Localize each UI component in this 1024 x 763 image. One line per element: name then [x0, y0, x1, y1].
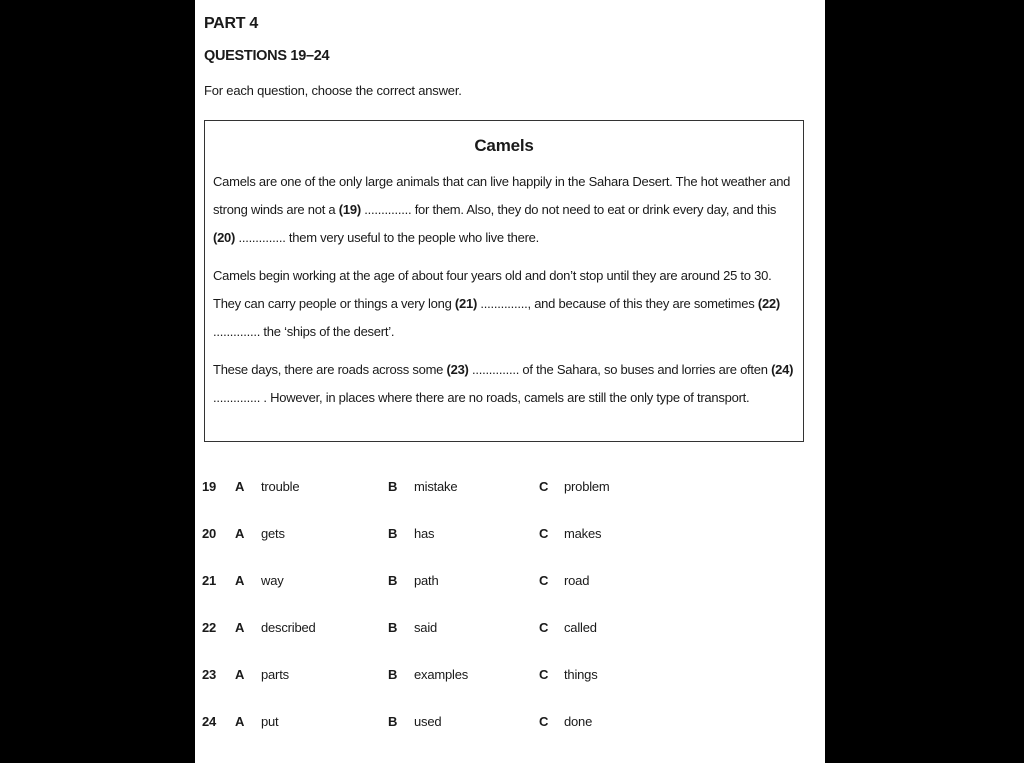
option-a-letter[interactable]: A [235, 714, 245, 729]
paragraph-3-part-3: .............. . However, in places where there are no roads, camels are still the only type of transport. [213, 390, 750, 405]
gap-23: (23) [446, 362, 469, 377]
option-a-letter[interactable]: A [235, 526, 245, 541]
paragraph-2-part-1: Camels begin working at the age of about four years old and don’t stop until they are around 25 to 30. They can carry people or things a very long [213, 268, 772, 311]
question-number: 19 [202, 479, 217, 494]
option-c-text[interactable]: called [564, 620, 597, 635]
option-b-text[interactable]: used [414, 714, 442, 729]
paragraph-3 [213, 356, 798, 412]
gap-22: (22) [757, 296, 780, 311]
option-c-letter[interactable]: C [539, 620, 549, 635]
option-a-letter[interactable]: A [235, 479, 245, 494]
option-c-text[interactable]: things [564, 667, 598, 682]
question-row-21 [202, 573, 702, 593]
exam-page [195, 0, 825, 763]
gap-19: (19) [338, 202, 361, 217]
paragraph-2-part-2: .............., and because of this they are sometimes [477, 296, 758, 311]
gap-20: (20) [213, 230, 236, 245]
option-b-text[interactable]: said [414, 620, 438, 635]
option-c-text[interactable]: problem [564, 479, 610, 494]
reading-text-box [204, 120, 804, 442]
option-a-text[interactable]: described [261, 620, 316, 635]
question-number: 22 [202, 620, 217, 635]
option-b-letter[interactable]: B [388, 620, 398, 635]
option-c-letter[interactable]: C [539, 573, 549, 588]
paragraph-1 [213, 168, 798, 252]
option-a-text[interactable]: gets [261, 526, 285, 541]
option-b-text[interactable]: examples [414, 667, 469, 682]
question-row-19 [202, 479, 702, 499]
paragraph-3-part-2: .............. of the Sahara, so buses and lorries are often [468, 362, 772, 377]
option-b-letter[interactable]: B [388, 714, 398, 729]
option-a-text[interactable]: put [261, 714, 279, 729]
option-a-letter[interactable]: A [235, 620, 245, 635]
question-number: 23 [202, 667, 217, 682]
paragraph-1-part-2: .............. for them. Also, they do not need to eat or drink every day, and this [360, 202, 777, 217]
option-c-text[interactable]: makes [564, 526, 602, 541]
question-number: 21 [202, 573, 217, 588]
option-c-text[interactable]: road [564, 573, 590, 588]
question-number: 24 [202, 714, 217, 729]
option-a-text[interactable]: trouble [261, 479, 300, 494]
question-row-23 [202, 667, 702, 687]
option-b-letter[interactable]: B [388, 667, 398, 682]
option-c-letter[interactable]: C [539, 714, 549, 729]
gap-21: (21) [454, 296, 478, 311]
question-number: 20 [202, 526, 217, 541]
paragraph-2 [213, 262, 798, 346]
option-b-letter[interactable]: B [388, 526, 398, 541]
paragraph-3-part-1: These days, there are roads across some [213, 362, 447, 377]
option-a-letter[interactable]: A [235, 573, 245, 588]
option-c-letter[interactable]: C [539, 479, 549, 494]
part-title: PART 4 [204, 15, 258, 32]
option-a-text[interactable]: parts [261, 667, 289, 682]
question-row-20 [202, 526, 702, 546]
option-a-letter[interactable]: A [235, 667, 245, 682]
option-c-letter[interactable]: C [539, 667, 549, 682]
option-c-letter[interactable]: C [539, 526, 549, 541]
option-b-text[interactable]: has [414, 526, 435, 541]
paragraph-1-part-3: .............. them very useful to the people who live there. [235, 230, 540, 245]
paragraph-2-part-3: .............. the ‘ships of the desert’. [213, 324, 395, 339]
questions-title: QUESTIONS 19–24 [204, 48, 330, 64]
instruction-text: For each question, choose the correct answer. [204, 83, 462, 98]
option-b-letter[interactable]: B [388, 479, 398, 494]
question-row-24 [202, 714, 702, 734]
option-b-text[interactable]: mistake [414, 479, 458, 494]
option-a-text[interactable]: way [261, 573, 284, 588]
option-b-text[interactable]: path [414, 573, 439, 588]
text-title: Camels [474, 136, 534, 155]
question-row-22 [202, 620, 702, 640]
option-b-letter[interactable]: B [388, 573, 398, 588]
paragraph-1-part-1: Camels are one of the only large animals that can live happily in the Sahara Desert. The hot weather and strong winds are not a [213, 174, 791, 217]
option-c-text[interactable]: done [564, 714, 593, 729]
gap-24: (24) [771, 362, 794, 377]
